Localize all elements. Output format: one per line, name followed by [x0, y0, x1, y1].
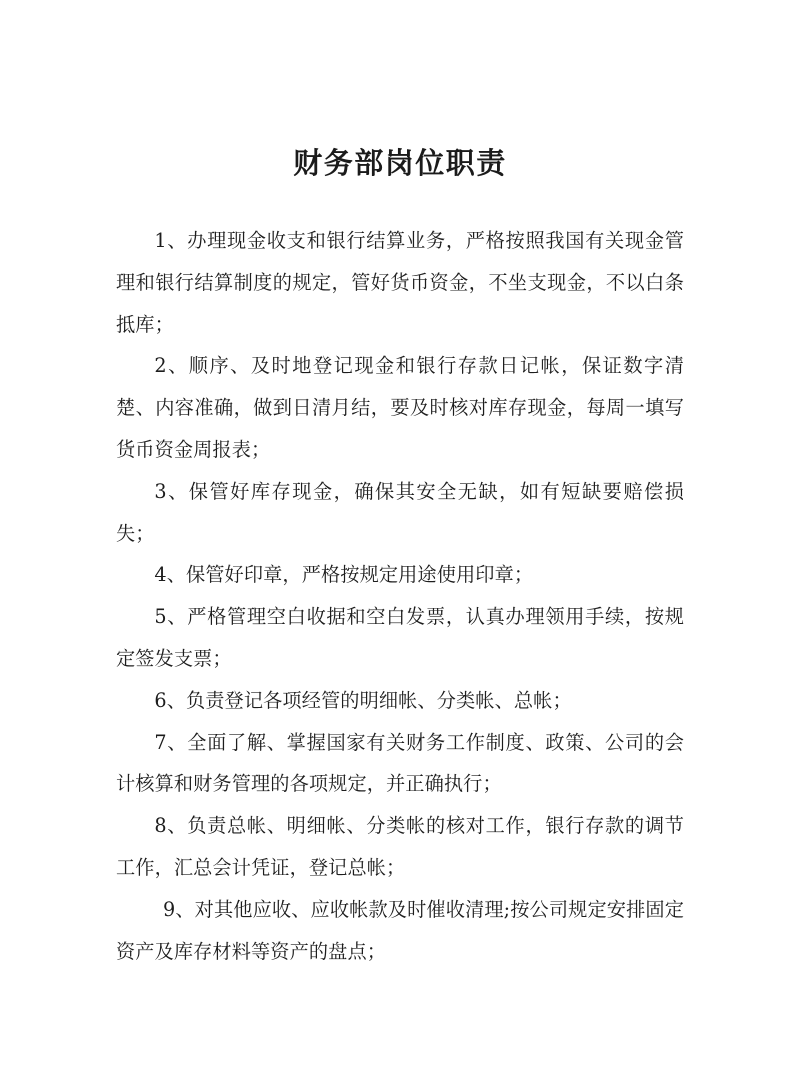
clause-item-1: 1、办理现金收支和银行结算业务，严格按照我国有关现金管理和银行结算制度的规定，管好货币资金，不坐支现金，不以白条抵库；: [116, 229, 684, 336]
page-title: 财务部岗位职责: [293, 146, 507, 180]
clause-item-7: 7、全面了解、掌握国家有关财务工作制度、政策、公司的会计核算和财务管理的各项规定，并正确执行；: [116, 730, 684, 796]
clause-item-3: 3、保管好库存现金，确保其安全无缺，如有短缺要赔偿损失；: [116, 479, 684, 545]
clause-item-5: 5、严格管理空白收据和空白发票，认真办理领用手续，按规定签发支票；: [116, 605, 684, 670]
clause-item-8: 8、负责总帐、明细帐、分类帐的核对工作，银行存款的调节工作，汇总会计凭证，登记总帐；: [116, 814, 684, 879]
clause-item-9: 9、对其他应收、应收帐款及时催收清理;按公司规定安排固定资产及库存材料等资产的盘点；: [116, 897, 684, 963]
clause-item-6: 6、负责登记各项经管的明细帐、分类帐、总帐；: [154, 688, 572, 712]
clause-item-4: 4、保管好印章，严格按规定用途使用印章；: [154, 563, 534, 587]
clause-item-2: 2、顺序、及时地登记现金和银行存款日记帐，保证数字清楚、内容准确，做到日清月结，要及时核对库存现金，每周一填写货币资金周报表；: [116, 354, 684, 461]
document-body: [116, 140, 684, 972]
